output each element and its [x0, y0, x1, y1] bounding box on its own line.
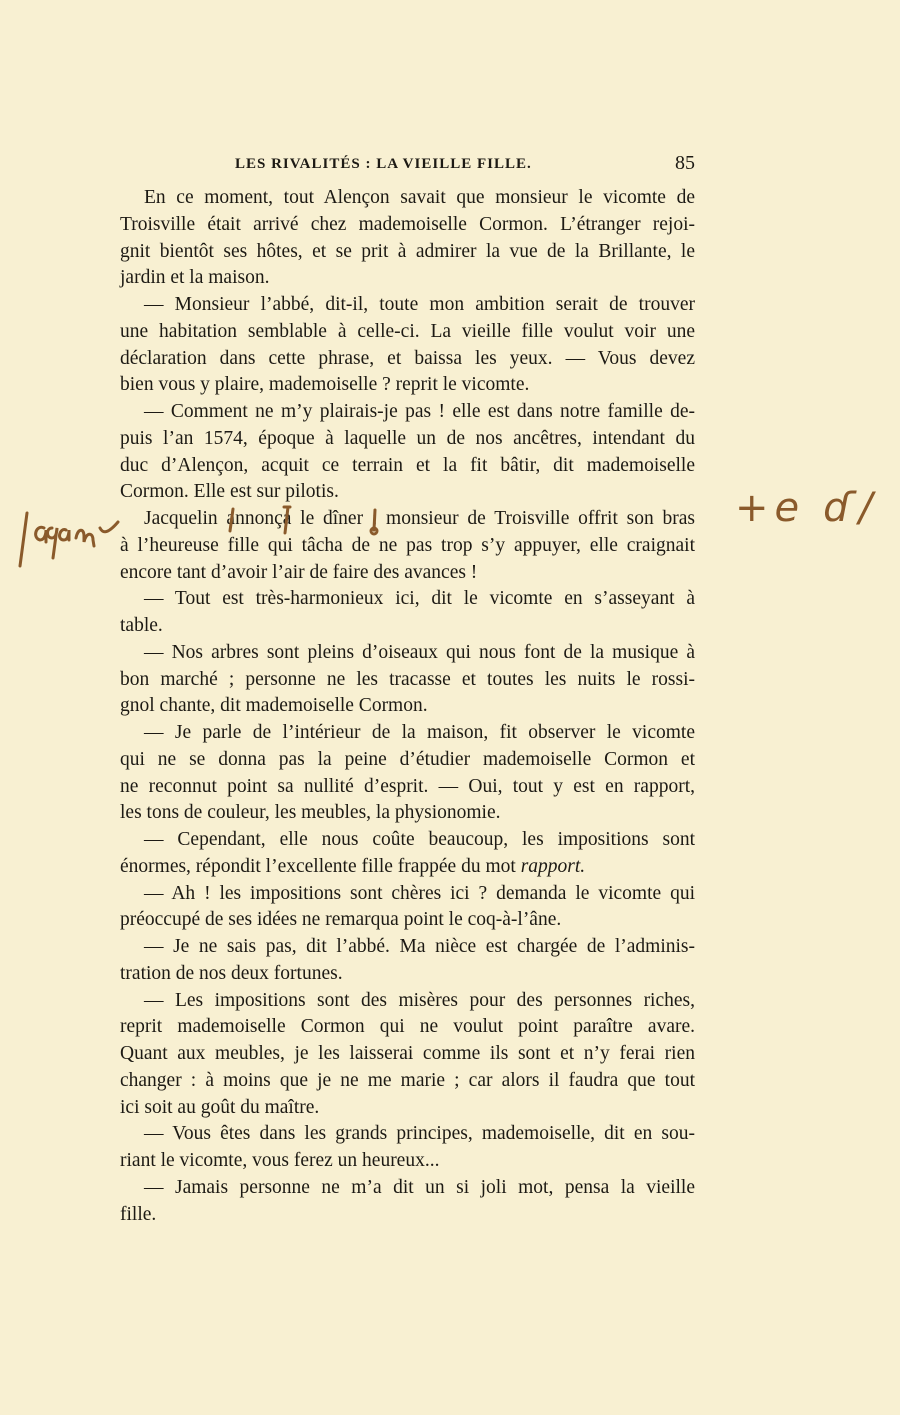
text-line: — Je parle de l’intérieur de la maison, fit observer le vicomte — [144, 722, 695, 743]
text-line: gnit bientôt ses hôtes, et se prit à admirer la vue de la Brillante, le — [120, 240, 695, 262]
page-number: 85 — [675, 152, 695, 174]
text-line: — Tout est très-harmonieux ici, dit le vicomte en s’asseyant à — [144, 588, 695, 610]
text-line: — Cependant, elle nous coûte beaucoup, les impositions sont — [144, 829, 695, 850]
text-line: Cormon. Elle est sur pilotis. — [120, 481, 339, 503]
text-line: — Comment ne m’y plairais-je pas ! elle est dans notre famille de- — [144, 401, 695, 422]
text-line: bien vous y plaire, mademoiselle ? reprit le vicomte. — [120, 374, 530, 396]
paragraph — [120, 586, 695, 640]
text-line: tration de nos deux fortunes. — [120, 962, 343, 984]
paragraph — [120, 827, 695, 881]
text-line: duc d’Alençon, acquit ce terrain et la fit bâtir, dit mademoiselle — [120, 454, 695, 476]
running-header — [120, 154, 695, 180]
paragraph — [120, 506, 695, 586]
text-line: à l’heureuse fille qui tâcha de ne pas trop s’y appuyer, elle craignait — [120, 534, 695, 556]
paragraph — [120, 292, 695, 399]
text-line: reprit mademoiselle Cormon qui ne voulut point paraître avare. — [120, 1016, 695, 1038]
text-line: encore tant d’avoir l’air de faire des avances ! — [120, 561, 478, 583]
text-line: — Je ne sais pas, dit l’abbé. Ma nièce est chargée de l’adminis- — [144, 936, 695, 957]
text-line: table. — [120, 615, 163, 636]
text-line: Quant aux meubles, je les laisserai comme ils sont et n’y ferai rien — [120, 1043, 695, 1064]
text-line: — Nos arbres sont pleins d’oiseaux qui nous font de la musique à — [144, 641, 695, 663]
italic-word: rapport. — [520, 855, 586, 877]
paragraph — [120, 881, 695, 935]
text-line: jardin et la maison. — [120, 267, 270, 289]
text-line: ici soit au goût du maître. — [120, 1096, 320, 1118]
text-line: En ce moment, tout Alençon savait que monsieur le vicomte de — [144, 187, 695, 208]
text-line: fille. — [120, 1203, 157, 1225]
text-line: Troisville était arrivé chez mademoiselle Cormon. L’étranger rejoi- — [120, 213, 695, 235]
paragraph — [120, 1121, 695, 1175]
text-line: bon marché ; personne ne les tracasse et toutes les nuits le rossi- — [120, 668, 695, 690]
right-margin-annotation: +e ɗ/ — [735, 485, 879, 531]
text-line: — Monsieur l’abbé, dit-il, toute mon ambition serait de trouver — [144, 294, 695, 315]
text-line: — Jamais personne ne m’a dit un si joli mot, pensa la vieille — [144, 1176, 695, 1198]
text-line: — Vous êtes dans les grands principes, mademoiselle, dit en sou- — [144, 1123, 695, 1145]
left-margin-annotation-ayant — [20, 513, 118, 566]
text-line: énormes, répondit l’excellente fille frappée du mot rapport. — [120, 855, 586, 877]
text-line: les tons de couleur, les meubles, la physionomie. — [120, 802, 501, 824]
paragraph — [120, 1175, 695, 1229]
paragraph — [120, 988, 695, 1122]
text-line: gnol chante, dit mademoiselle Cormon. — [120, 695, 428, 717]
running-title: LES RIVALITÉS : LA VIEILLE FILLE. — [235, 156, 532, 172]
text-line: changer : à moins que je ne me marie ; car alors il faudra que tout — [120, 1069, 695, 1091]
text-line: Jacquelin annonça le dîner ; monsieur de Troisville offrit son bras — [144, 508, 695, 529]
paragraph — [120, 399, 695, 506]
text-line: riant le vicomte, vous ferez un heureux... — [120, 1150, 440, 1171]
text-line: puis l’an 1574, époque à laquelle un de nos ancêtres, intendant du — [120, 427, 695, 449]
text-line: déclaration dans cette phrase, et baissa les yeux. — Vous devez — [120, 347, 695, 369]
page-body-text — [120, 185, 695, 1228]
paragraph — [120, 720, 695, 827]
paragraph — [120, 934, 695, 988]
text-line: qui ne se donna pas la peine d’étudier mademoiselle Cormon et — [120, 748, 695, 770]
text-line: préoccupé de ses idées ne remarqua point le coq-à-l’âne. — [120, 909, 562, 931]
text-line: une habitation semblable à celle-ci. La vieille fille voulut voir une — [120, 320, 695, 342]
paragraph — [120, 185, 695, 292]
text-line: — Ah ! les impositions sont chères ici ? demanda le vicomte qui — [144, 882, 695, 904]
text-line: — Les impositions sont des misères pour des personnes riches, — [144, 989, 695, 1011]
text-line: ne reconnut point sa nullité d’esprit. — Oui, tout y est en rapport, — [120, 775, 695, 797]
paragraph — [120, 640, 695, 720]
